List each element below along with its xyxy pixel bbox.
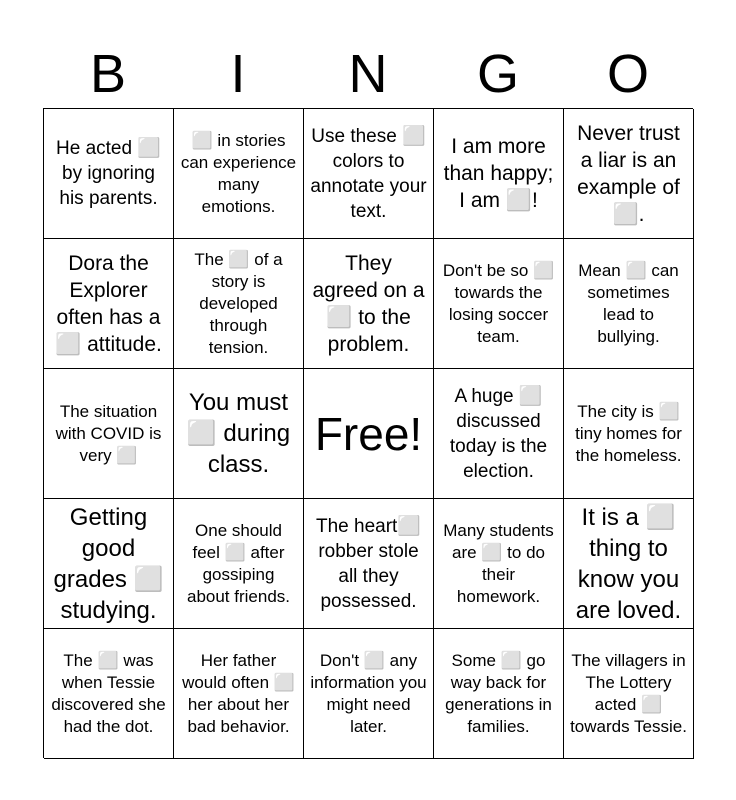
cell-text: A huge ⬜ discussed today is the election.: [449, 385, 548, 482]
cell-text: He acted ⬜ by ignoring his parents.: [56, 138, 161, 209]
bingo-cell[interactable]: [44, 629, 174, 759]
bingo-cell[interactable]: [434, 369, 564, 499]
bingo-cell[interactable]: [304, 109, 434, 239]
bingo-cell[interactable]: [44, 369, 174, 499]
bingo-cell[interactable]: [304, 629, 434, 759]
bingo-cell[interactable]: [174, 109, 304, 239]
bingo-cell[interactable]: [564, 499, 694, 629]
bingo-cell[interactable]: [44, 499, 174, 629]
bingo-cell[interactable]: [564, 629, 694, 759]
bingo-cell[interactable]: [434, 239, 564, 369]
cell-text: They agreed on a ⬜ to the problem.: [312, 251, 425, 356]
bingo-cell[interactable]: [174, 369, 304, 499]
cell-text: The heart⬜ robber stole all they possessed.: [316, 515, 421, 612]
cell-text: Mean ⬜ can sometimes lead to bullying.: [578, 260, 679, 346]
bingo-cell[interactable]: [174, 499, 304, 629]
bingo-cell[interactable]: [44, 109, 174, 239]
cell-text: The villagers in The Lottery acted ⬜ towards Tessie.: [570, 650, 687, 736]
header-letter-g: G: [476, 44, 519, 104]
free-text: Free!: [314, 407, 423, 460]
bingo-cell[interactable]: [434, 629, 564, 759]
cell-text: The ⬜ of a story is developed through tension.: [194, 249, 283, 357]
cell-text: The ⬜ was when Tessie discovered she had the dot.: [51, 650, 166, 736]
header-letter-i: I: [230, 44, 246, 104]
cell-text: It is a ⬜ thing to know you are loved.: [575, 503, 682, 624]
header-letter-o: O: [606, 44, 649, 104]
bingo-cell[interactable]: [564, 109, 694, 239]
bingo-cell[interactable]: [44, 239, 174, 369]
free-space[interactable]: [304, 369, 434, 499]
bingo-cell[interactable]: [304, 239, 434, 369]
bingo-cell[interactable]: [434, 499, 564, 629]
cell-text: Don't be so ⬜ towards the losing soccer team.: [442, 260, 555, 346]
cell-text: One should feel ⬜ after gossiping about friends.: [186, 520, 290, 606]
cell-text: Many students are ⬜ to do their homework.: [443, 520, 554, 606]
cell-text: ⬜ in stories can experience many emotions.: [180, 130, 297, 216]
bingo-header: [43, 40, 693, 108]
cell-text: Dora the Explorer often has a ⬜ attitude.: [55, 251, 162, 356]
cell-text: You must ⬜ during class.: [186, 389, 291, 478]
bingo-cell[interactable]: [304, 499, 434, 629]
cell-text: Use these ⬜ colors to annotate your text.: [310, 125, 427, 222]
cell-text: Never trust a liar is an example of ⬜.: [577, 121, 680, 226]
bingo-cell[interactable]: [564, 239, 694, 369]
bingo-cell[interactable]: [174, 239, 304, 369]
bingo-cell[interactable]: [174, 629, 304, 759]
cell-text: The city is ⬜ tiny homes for the homeless.: [575, 401, 682, 465]
cell-text: The situation with COVID is very ⬜: [55, 401, 162, 465]
cell-text: Some ⬜ go way back for generations in families.: [445, 650, 552, 736]
cell-text: Her father would often ⬜ her about her bad behavior.: [182, 650, 295, 736]
header-letter-b: B: [89, 44, 127, 104]
cell-text: Don't ⬜ any information you might need later.: [310, 650, 427, 736]
header-letter-n: N: [348, 44, 388, 104]
bingo-cell[interactable]: [564, 369, 694, 499]
cell-text: I am more than happy; I am ⬜!: [443, 135, 554, 212]
bingo-grid: [43, 108, 693, 758]
bingo-cell[interactable]: [434, 109, 564, 239]
cell-text: Getting good grades ⬜ studying.: [53, 503, 164, 624]
